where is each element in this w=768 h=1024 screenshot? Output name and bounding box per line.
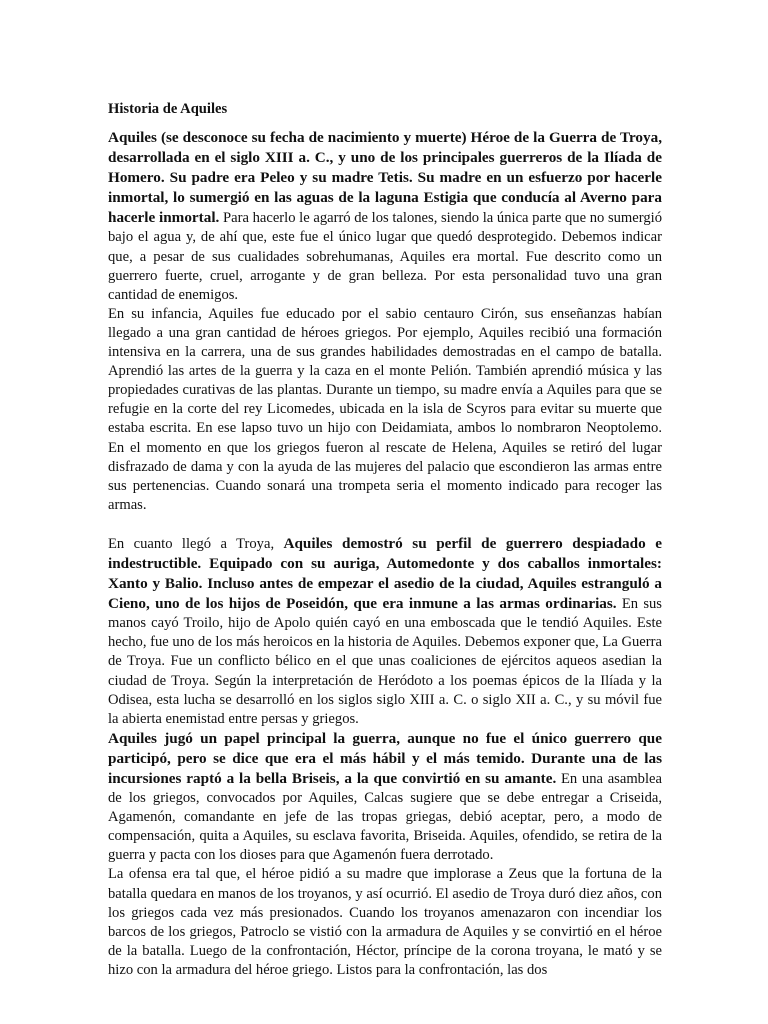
document-page [108, 100, 662, 980]
paragraph-1-text: Para hacerlo le agarró de los talones, siendo la única parte que no sumergió bajo el agua y, de ahí que, este fue el único lugar que quedó desprotegido. Debemos indicar que, a pesar de sus cualidades sobrehumanas, Aquiles era mortal. Fue descrito como un guerrero fuerte, cruel, arrogante y de gran belleza. Por esta personalidad tuvo una gran cantidad de enemigos. [108, 210, 663, 303]
paragraph-1-bold: Aquiles (se desconoce su fecha de nacimiento y muerte) Héroe de la Guerra de Troya, desarrollada en el siglo XIII a. C., y uno de los principales guerreros de la Ilíada de Homero. Su padre era Peleo y su madre Tetis. Su madre en un esfuerzo por hacerle inmortal, lo sumergió en las aguas de la laguna Estigia que conducía al Averno para hacerle inmortal. [108, 129, 662, 227]
paragraph-3-lead: En cuanto llegó a Troya, [108, 535, 284, 552]
paragraph-4-text: En una asamblea de los griegos, convocados por Aquiles, Calcas sugiere que se debe entregar a Criseida, Agamenón, comandante en jefe de las tropas griegas, debió aceptar, pero, a modo de compensación, quita a Aquiles, su esclava favorita, Briseida. Aquiles, ofendido, se retira de la guerra y pacta con los dioses para que Agamenón fuera derrotado. [108, 771, 662, 864]
paragraph-4-bold: Aquiles jugó un papel principal la guerra, aunque no fue el único guerrero que participó, pero se dice que era el más hábil y el más temido. Durante una de las incursiones raptó a la bella Briseis, a la que convirtió en su amante. [108, 729, 662, 787]
paragraph-1 [108, 128, 662, 305]
paragraph-4 [108, 729, 662, 866]
paragraph-5: La ofensa era tal que, el héroe pidió a su madre que implorase a Zeus que la fortuna de la batalla quedara en manos de los troyanos, y así ocurrió. El asedio de Troya duró diez años, con los griegos cada vez más presionados. Cuando los troyanos amenazaron con incendiar los barcos de los griegos, Patroclo se vistió con la armadura de Aquiles y se convirtió en el héroe de la batalla. Luego de la confrontación, Héctor, príncipe de la corona troyana, le mató y se hizo con la armadura del héroe griego. Listos para la confrontación, las dos [108, 866, 662, 978]
paragraph-2: En su infancia, Aquiles fue educado por el sabio centauro Cirón, sus enseñanzas habían llegado a una gran cantidad de héroes griegos. Por ejemplo, Aquiles recibió una formación intensiva en la carrera, una de sus grandes habilidades demostradas en el campo de batalla. Aprendió las artes de la guerra y la caza en el monte Pelión. También aprendió música y las propiedades curativas de las plantas. Durante un tiempo, su madre envía a Aquiles para que se refugie en la corte del rey Licomedes, ubicada en la isla de Scyros para evitar su muerte que estaba escrita. En ese lapso tuvo un hijo con Deidamiata, ambos lo nombraron Neoptolemo. En el momento en que los griegos fueron al rescate de Helena, Aquiles se retiró del lugar disfrazado de dama y con la ayuda de las mujeres del palacio que escondieron las armas entre sus pertenencias. Cuando sonará una trompeta seria el momento indicado para recoger las armas. [108, 305, 662, 513]
paragraph-3-text: En sus manos cayó Troilo, hijo de Apolo quién cayó en una emboscada que le tendió Aquiles. Este hecho, fue uno de los más heroicos en la historia de Aquiles. Debemos exponer que, La Guerra de Troya. Fue un conflicto bélico en el que unas coaliciones de ejércitos aqueos asedian la ciudad de Troya. Según la interpretación de Heródoto a los poemas épicos de la Ilíada y la Odisea, esta lucha se desarrolló en los siglos siglo XIII a. C. o siglo XII a. C., y su móvil fue la abierta enemistad entre persas y griegos. [108, 596, 662, 727]
document-title: Historia de Aquiles [108, 101, 228, 117]
paragraph-3 [108, 534, 662, 729]
paragraph-3-bold: Aquiles demostró su perfil de guerrero despiadado e indestructible. Equipado con su auriga, Automedonte y dos caballos inmortales: Xanto y Balio. Incluso antes de empezar el asedio de la ciudad, Aquiles estranguló a Cieno, uno de los hijos de Poseidón, que era inmune a las armas ordinarias. [108, 534, 662, 613]
